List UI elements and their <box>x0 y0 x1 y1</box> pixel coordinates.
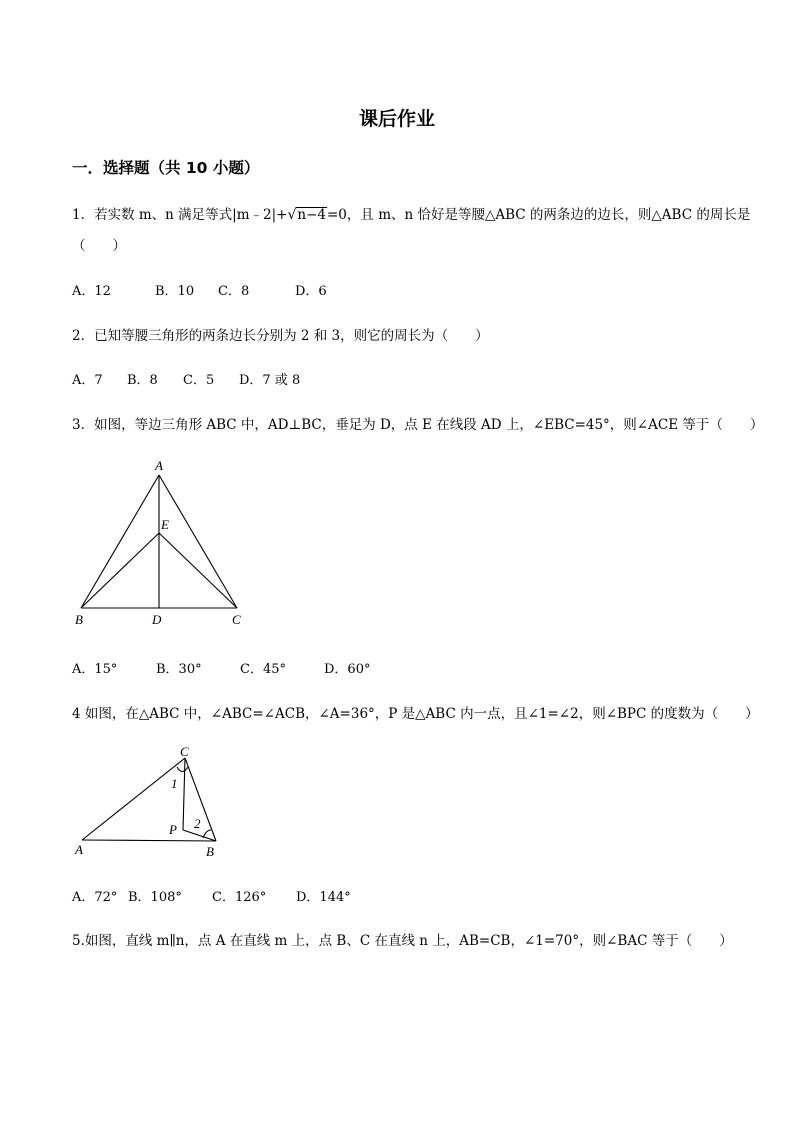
q3-option-a[interactable]: A．15° <box>72 662 118 677</box>
question-2-options <box>72 369 300 388</box>
q4-option-c[interactable]: C．126° <box>212 890 267 905</box>
segment-ac <box>159 475 237 608</box>
question-1-options <box>72 280 327 299</box>
label-p: P <box>169 822 177 837</box>
q4-option-b[interactable]: B．108° <box>128 890 182 905</box>
q2-option-c[interactable]: C．5 <box>183 373 215 388</box>
segment-ab <box>81 475 159 608</box>
q1-option-c[interactable]: C．8 <box>218 284 250 299</box>
question-3-figure <box>70 455 260 630</box>
segment-cp <box>183 758 185 830</box>
question-4-figure <box>70 742 230 862</box>
angle-1-arc <box>177 767 188 772</box>
question-1-text-part2: =0，且 m、n 恰好是等腰△ABC 的两条边的边长，则△ABC 的周长是 <box>327 207 751 223</box>
section-heading: 一．选择题（共 10 小题） <box>72 159 260 177</box>
question-1 <box>72 203 750 223</box>
q3-option-b[interactable]: B．30° <box>156 662 202 677</box>
question-1-blank: （ ） <box>72 238 126 254</box>
label-b: B <box>206 844 214 859</box>
q3-option-d[interactable]: D．60° <box>324 662 371 677</box>
question-4-options <box>72 886 351 905</box>
label-1: 1 <box>171 776 178 791</box>
segment-cb <box>185 758 216 841</box>
q1-option-d[interactable]: D．6 <box>295 284 327 299</box>
page-title: 课后作业 <box>358 108 435 130</box>
q2-option-a[interactable]: A．7 <box>72 373 103 388</box>
q3-option-c[interactable]: C．45° <box>240 662 286 677</box>
label-2: 2 <box>194 816 201 831</box>
segment-ab <box>82 840 216 841</box>
segment-pb <box>183 830 216 841</box>
label-b: B <box>75 612 83 627</box>
question-3: 3．如图，等边三角形 ABC 中，AD⊥BC，垂足为 D，点 E 在线段 AD 上，∠EBC=45°，则∠ACE 等于（ ） <box>72 417 764 433</box>
question-2: 2．已知等腰三角形的两条边长分别为 2 和 3，则它的周长为（ ） <box>72 328 489 344</box>
q2-option-b[interactable]: B．8 <box>127 373 158 388</box>
question-5: 5.如图，直线 m∥n，点 A 在直线 m 上，点 B、C 在直线 n 上，AB=CB，∠1=70°，则∠BAC 等于（ ） <box>72 933 733 949</box>
label-a: A <box>75 842 83 857</box>
label-d: D <box>152 612 162 627</box>
segment-be <box>81 533 159 608</box>
label-c: C <box>232 612 241 627</box>
question-3-options <box>72 658 370 677</box>
sqrt-symbol: √ <box>287 207 297 223</box>
question-4: 4 如图，在△ABC 中，∠ABC=∠ACB，∠A=36°，P 是△ABC 内一点，且∠1=∠2，则∠BPC 的度数为（ ） <box>72 706 759 722</box>
question-1-radicand: n−4 <box>297 207 326 223</box>
question-1-text-part1: 1．若实数 m、n 满足等式|m﹣2|+ <box>72 207 288 223</box>
q2-option-d[interactable]: D．7 或 8 <box>239 373 301 388</box>
q1-option-a[interactable]: A．12 <box>72 284 111 299</box>
label-c: C <box>180 744 189 759</box>
q4-option-d[interactable]: D．144° <box>296 890 351 905</box>
segment-ec <box>159 533 237 608</box>
label-e: E <box>161 517 169 532</box>
q4-option-a[interactable]: A．72° <box>72 890 118 905</box>
q1-option-b[interactable]: B．10 <box>155 284 195 299</box>
label-a: A <box>155 458 163 473</box>
